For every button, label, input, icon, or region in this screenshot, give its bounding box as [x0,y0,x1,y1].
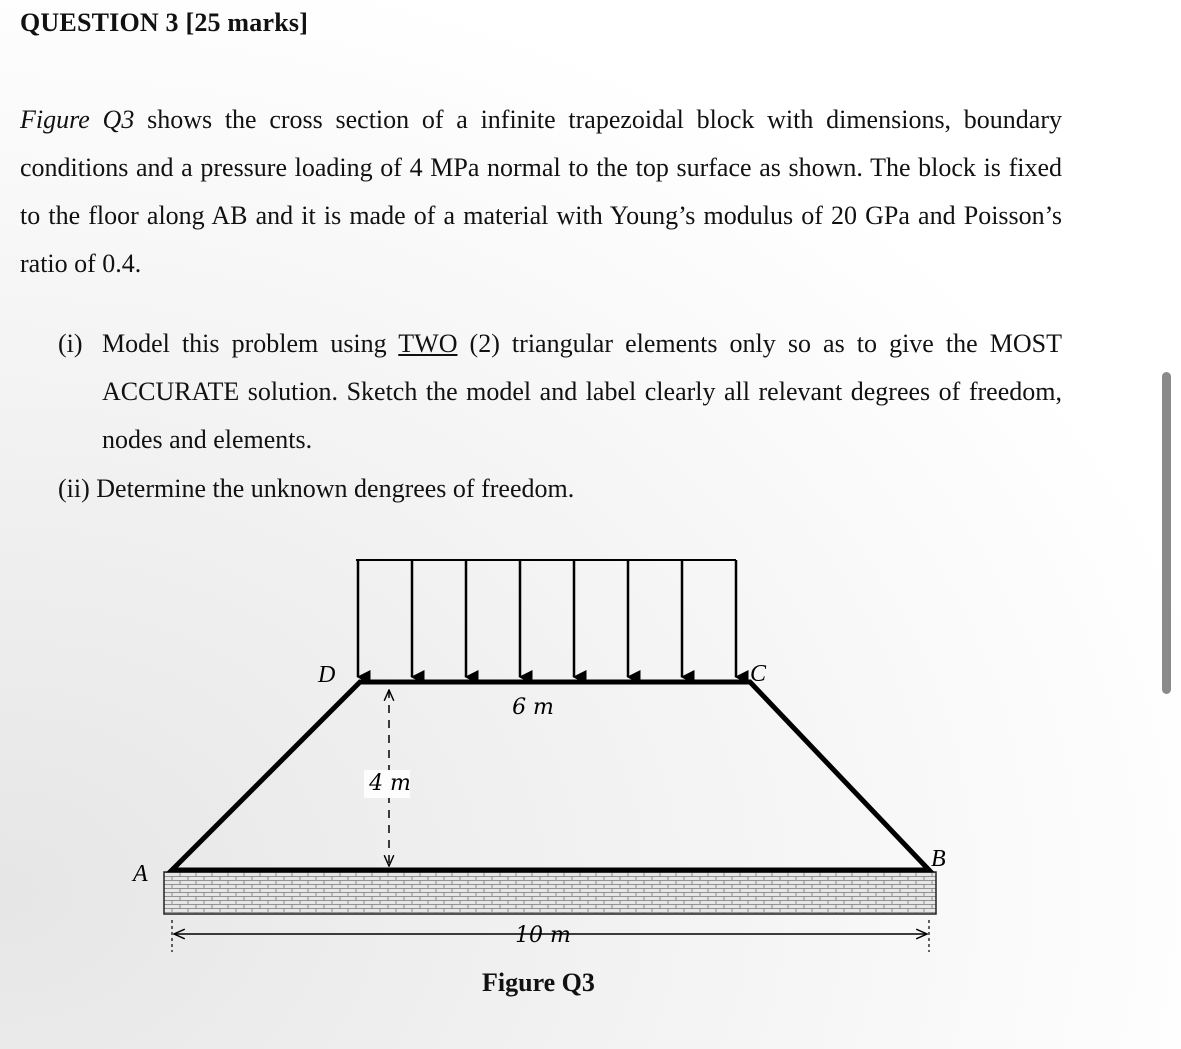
load-arrows [358,560,736,677]
label-c: C [750,661,767,687]
height-label: 4 m [369,771,411,796]
ground-hatching [164,872,936,914]
scrollbar-thumb[interactable] [1162,372,1171,694]
sub-question-ii-text: Determine the unknown dengrees of freedom. [96,474,575,503]
pressure-load [356,560,736,677]
top-width-label: 6 m [512,695,554,720]
sub-question-ii-marker: (ii) [58,474,90,503]
label-b: B [931,846,946,872]
sub-question-i-marker: (i) [58,329,83,358]
label-d: D [318,662,336,688]
figure-caption: Figure Q3 [482,968,595,997]
sub-question-i-emphasis: TWO [398,329,458,358]
sub-question-i-text-start: Model this problem using [102,329,399,358]
figure-reference: Figure Q3 [20,105,135,134]
sub-question-i-text-end: (2) triangular elements only so as to give the MOST ACCURATE solution. Sketch the model and label clearly all relevant degrees of freedom, nodes and elements. [102,329,1062,454]
problem-text: shows the cross section of a infinite trapezoidal block with dimensions, boundary conditions and a pressure loading of 4 MPa normal to the top surface as shown. The block is fixed to the floor along AB and it is made of a material with Young’s modulus of 20 GPa and Poisson’s ratio of 0.4. [20,105,1062,278]
question-heading: QUESTION 3 [25 marks] [20,8,309,37]
label-a: A [133,861,148,887]
base-width-label: 10 m [515,923,571,948]
